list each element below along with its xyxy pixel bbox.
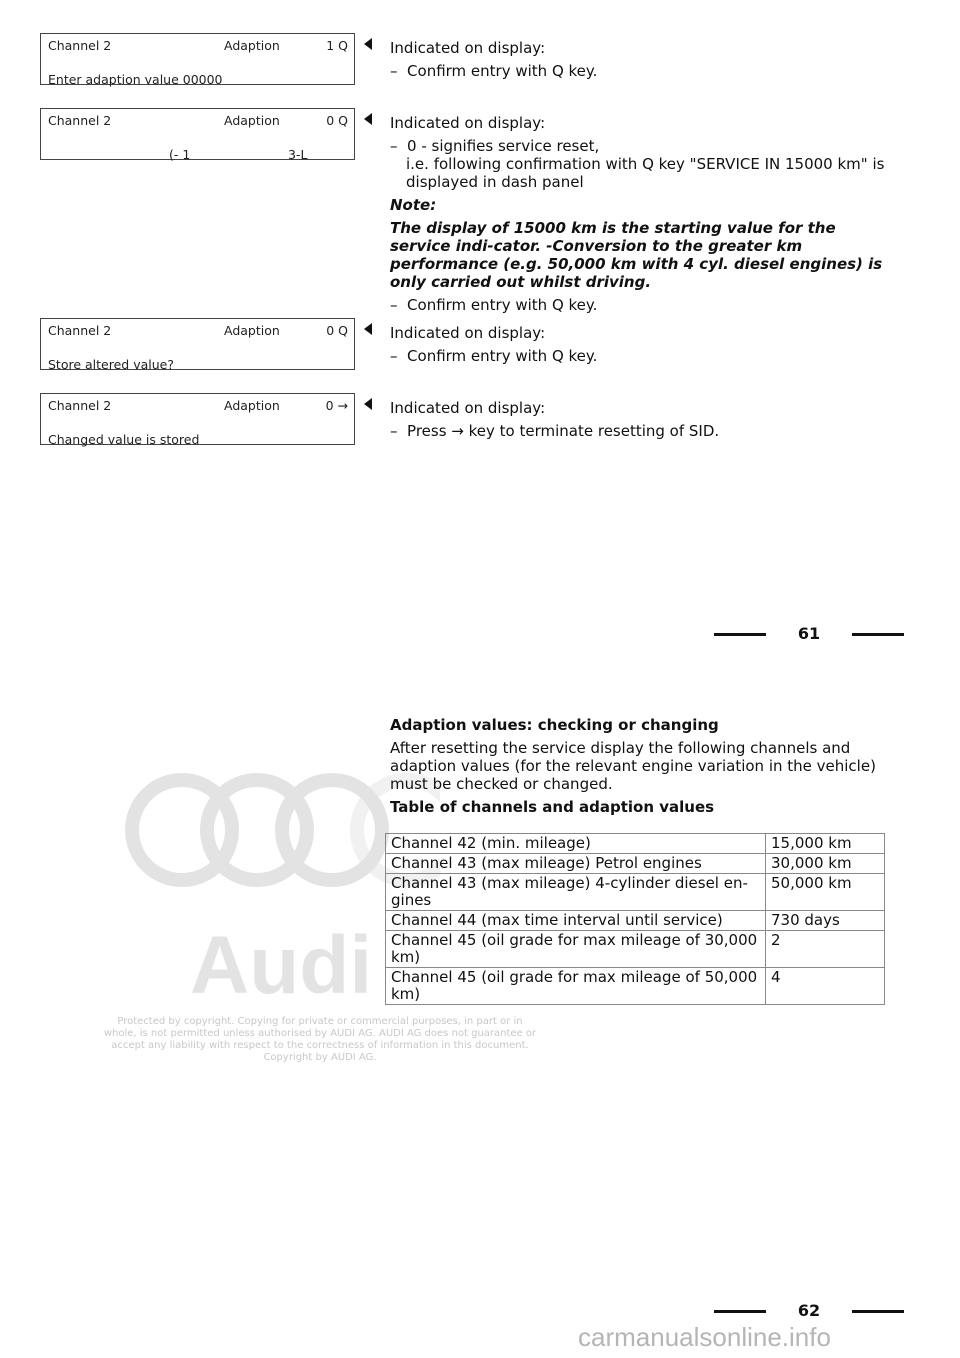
table-row [386, 931, 885, 968]
page-number: 61 [797, 624, 821, 643]
pointer-arrow-icon [364, 323, 372, 335]
display-box-1 [40, 33, 355, 85]
display-box-2 [40, 108, 355, 160]
adaption-values-table [385, 833, 885, 1005]
table-heading: Table of channels and adaption values [390, 798, 715, 816]
channel-cell: Channel 43 (max mileage) 4-cylinder diesel en-gines [386, 874, 766, 911]
instruction-block-2 [390, 114, 890, 319]
display-box-4 [40, 393, 355, 445]
note-text: The display of 15000 km is the starting value for the service indi-cator. -Conversion to the greater km performance (e.g. 50,000 km with 4 cyl. diesel engines) is only carried out whilst driving. [390, 219, 883, 291]
indicated-heading: Indicated on display: [390, 114, 546, 132]
display-line2a: (- 1 [169, 147, 191, 162]
site-watermark[interactable]: carmanualsonline.info [578, 1322, 831, 1352]
display-mode: Adaption [224, 113, 280, 128]
display-value: 0 Q [326, 113, 348, 128]
pointer-arrow-icon [364, 398, 372, 410]
value-cell: 50,000 km [766, 874, 885, 911]
instruction-step: – 0 - signifies service reset, [390, 137, 890, 155]
section-intro: After resetting the service display the following channels and adaption values (for the relevant engine variation in the vehicle) must be checked or changed. [390, 739, 876, 793]
instruction-block-3 [390, 324, 890, 370]
display-box-3 [40, 318, 355, 370]
channel-cell: Channel 45 (oil grade for max mileage of 30,000 km) [386, 931, 766, 968]
display-line2: Store altered value? [48, 357, 174, 372]
instruction-step: – Confirm entry with Q key. [390, 347, 890, 365]
display-channel: Channel 2 [48, 113, 112, 128]
display-channel: Channel 2 [48, 38, 112, 53]
display-value: 0 Q [326, 323, 348, 338]
page-number-61 [714, 624, 904, 644]
display-line2b: 3-L [288, 147, 308, 162]
display-mode: Adaption [224, 323, 280, 338]
instruction-continuation: i.e. following confirmation with Q key "SERVICE IN 15000 km" is displayed in dash panel [406, 155, 885, 191]
page-number-62 [714, 1301, 904, 1321]
display-line2: Changed value is stored [48, 432, 200, 447]
table-row [386, 911, 885, 931]
display-line2: Enter adaption value 00000 [48, 72, 223, 87]
display-mode: Adaption [224, 398, 280, 413]
adaption-section [390, 716, 880, 821]
value-cell: 4 [766, 968, 885, 1005]
channel-cell: Channel 45 (oil grade for max mileage of 50,000 km) [386, 968, 766, 1005]
brand-wordmark: Audi [190, 920, 373, 1008]
display-channel: Channel 2 [48, 398, 112, 413]
instruction-step: – Press → key to terminate resetting of SID. [390, 422, 890, 440]
indicated-heading: Indicated on display: [390, 399, 546, 417]
channel-cell: Channel 42 (min. mileage) [386, 834, 766, 854]
table-row [386, 854, 885, 874]
instruction-block-1 [390, 39, 890, 85]
channel-cell: Channel 43 (max mileage) Petrol engines [386, 854, 766, 874]
channel-cell: Channel 44 (max time interval until service) [386, 911, 766, 931]
value-cell: 730 days [766, 911, 885, 931]
display-value: 0 → [325, 398, 348, 413]
display-value: 1 Q [326, 38, 348, 53]
note-label: Note: [390, 196, 437, 214]
section-heading: Adaption values: checking or changing [390, 716, 719, 734]
value-cell: 30,000 km [766, 854, 885, 874]
display-channel: Channel 2 [48, 323, 112, 338]
instruction-block-4 [390, 399, 890, 445]
copyright-notice: Protected by copyright. Copying for private or commercial purposes, in part or in whole, is not permitted unless authorised by AUDI AG. AUDI AG does not guarantee or accept any liability with respect to the correctness of information in this document. Copyright by AUDI AG. [103, 1016, 537, 1063]
pointer-arrow-icon [364, 113, 372, 125]
instruction-step: – Confirm entry with Q key. [390, 62, 890, 80]
page-number: 62 [797, 1301, 821, 1320]
table-row [386, 834, 885, 854]
pointer-arrow-icon [364, 38, 372, 50]
display-mode: Adaption [224, 38, 280, 53]
table-row [386, 874, 885, 911]
value-cell: 15,000 km [766, 834, 885, 854]
table-row [386, 968, 885, 1005]
value-cell: 2 [766, 931, 885, 968]
indicated-heading: Indicated on display: [390, 324, 546, 342]
indicated-heading: Indicated on display: [390, 39, 546, 57]
instruction-step: – Confirm entry with Q key. [390, 296, 890, 314]
